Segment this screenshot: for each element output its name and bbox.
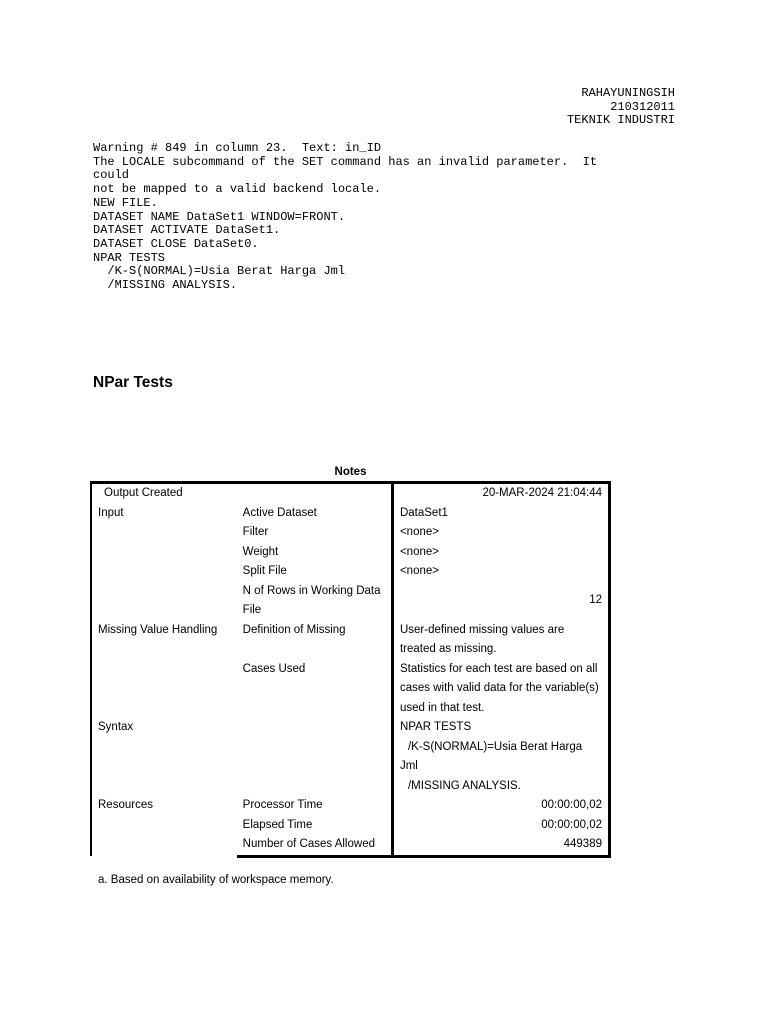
- row-value: 00:00:00,02: [392, 816, 609, 836]
- table-footnote: a. Based on availability of workspace memory.: [98, 874, 334, 886]
- row-group-label: Input: [91, 504, 237, 524]
- row-value: /K-S(NORMAL)=Usia Berat Harga: [392, 738, 609, 758]
- table-row: [91, 796, 610, 816]
- row-value: 20-MAR-2024 21:04:44: [392, 483, 609, 504]
- table-row: [91, 523, 610, 543]
- log-line: NPAR TESTS: [93, 250, 166, 265]
- row-label: Elapsed Time: [237, 816, 393, 836]
- author-name: RAHAYUNINGSIH: [581, 86, 675, 100]
- syntax-log: [93, 142, 653, 293]
- table-row: [91, 640, 610, 660]
- row-value: used in that test.: [392, 699, 609, 719]
- row-group-label: Syntax: [91, 718, 237, 738]
- row-value: <none>: [392, 543, 609, 563]
- author-id: 210312011: [610, 99, 675, 114]
- log-line: could: [93, 168, 130, 183]
- row-label: Number of Cases Allowed: [237, 835, 393, 856]
- notes-table: [90, 481, 611, 858]
- table-row: [91, 679, 610, 699]
- log-line: DATASET NAME DataSet1 WINDOW=FRONT.: [93, 209, 346, 224]
- row-label: N of Rows in Working Data: [237, 582, 393, 602]
- log-line: Warning # 849 in column 23. Text: in_ID: [93, 141, 382, 155]
- table-row: [91, 621, 610, 641]
- row-label: Split File: [237, 562, 393, 582]
- row-group-label: Resources: [91, 796, 237, 816]
- row-value: DataSet1: [392, 504, 609, 524]
- log-line: not be mapped to a valid backend locale.: [93, 182, 382, 197]
- table-row: [91, 543, 610, 563]
- log-line: /MISSING ANALYSIS.: [93, 278, 238, 293]
- notes-caption: Notes: [334, 466, 367, 478]
- table-row: [91, 504, 610, 524]
- table-row: [91, 816, 610, 836]
- table-row: [91, 777, 610, 797]
- row-value: treated as missing.: [392, 640, 609, 660]
- log-line: DATASET CLOSE DataSet0.: [93, 236, 259, 251]
- row-label: Output Created: [91, 483, 392, 504]
- table-row: [91, 699, 610, 719]
- log-line: NEW FILE.: [93, 195, 158, 210]
- table-row: [91, 660, 610, 680]
- log-line: /K-S(NORMAL)=Usia Berat Harga Jml: [93, 264, 346, 279]
- table-row: [91, 738, 610, 758]
- row-value: Jml: [392, 757, 609, 777]
- row-label: Processor Time: [237, 796, 393, 816]
- row-value: User-defined missing values are: [392, 621, 609, 641]
- row-value: NPAR TESTS: [392, 718, 609, 738]
- row-value: Statistics for each test are based on all: [392, 660, 609, 680]
- log-line: The LOCALE subcommand of the SET command has an invalid parameter. It: [93, 154, 598, 169]
- row-value: /MISSING ANALYSIS.: [392, 777, 609, 797]
- row-label: Weight: [237, 543, 393, 563]
- table-row: [91, 718, 610, 738]
- author-header: [567, 87, 675, 128]
- row-label: Filter: [237, 523, 393, 543]
- table-row: [91, 562, 610, 582]
- table-row: [91, 483, 610, 504]
- row-value: <none>: [392, 523, 609, 543]
- table-row: [91, 835, 610, 856]
- author-department: TEKNIK INDUSTRI: [566, 113, 675, 128]
- row-group-label: Missing Value Handling: [91, 621, 237, 641]
- row-label: File: [237, 601, 393, 621]
- table-row: [91, 757, 610, 777]
- section-title: NPar Tests: [93, 374, 173, 391]
- row-value: 449389: [392, 835, 609, 856]
- row-value: <none>: [392, 562, 609, 582]
- row-label: Definition of Missing: [237, 621, 393, 641]
- row-value: cases with valid data for the variable(s): [392, 679, 609, 699]
- row-label: Cases Used: [237, 660, 393, 680]
- table-row: [91, 582, 610, 602]
- row-label: Active Dataset: [237, 504, 393, 524]
- log-line: DATASET ACTIVATE DataSet1.: [93, 223, 281, 238]
- row-value: 12: [392, 582, 609, 621]
- row-value: 00:00:00,02: [392, 796, 609, 816]
